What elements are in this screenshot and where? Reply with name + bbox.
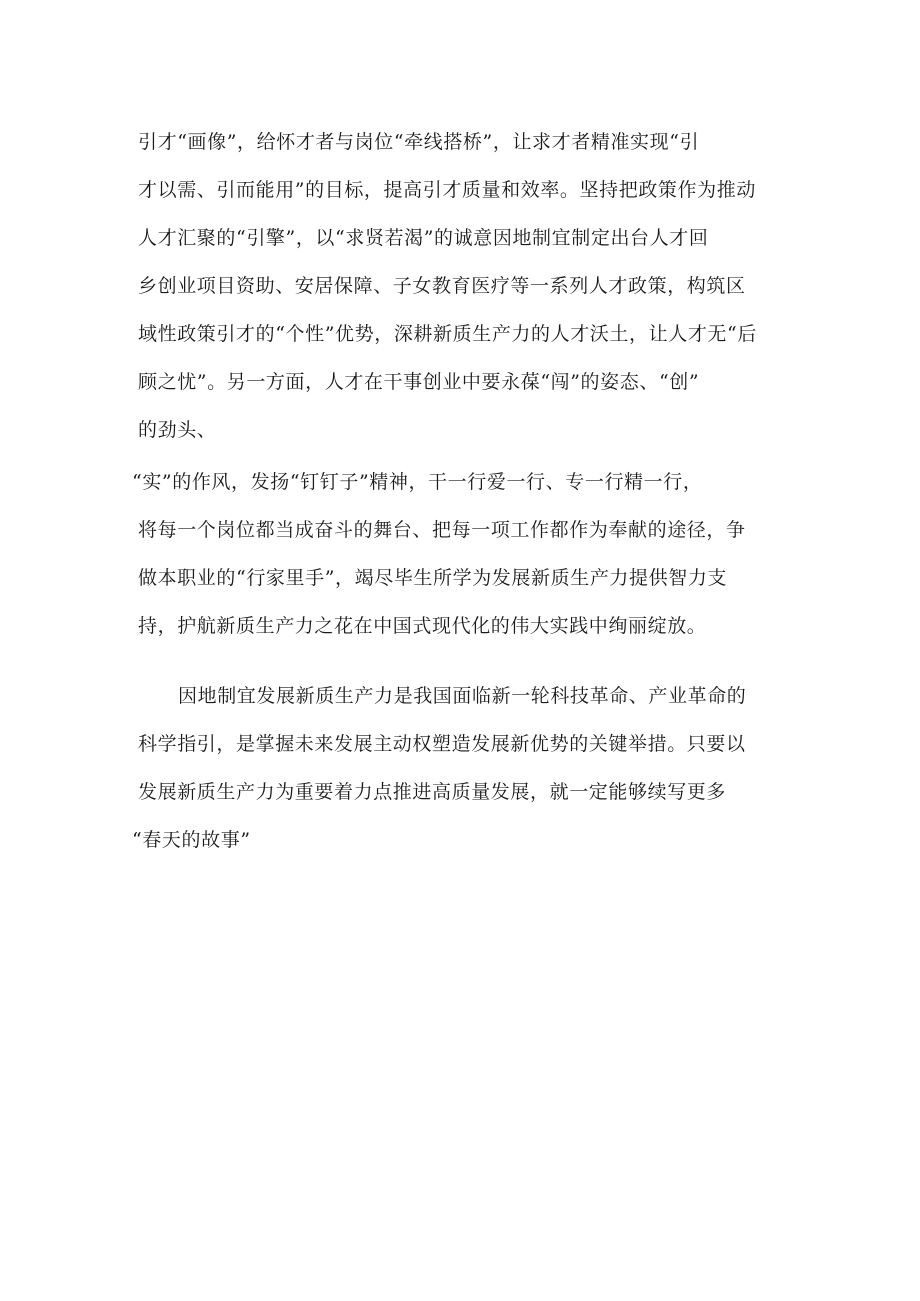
paragraph-1-line-5: 域性政策引才的“个性”优势，深耕新质生产力的人才沃土，让人才无“后 (138, 323, 757, 345)
paragraph-1-line-2: 才以需、引而能用”的目标，提高引才质量和效率。坚持把政策作为推动 (138, 179, 756, 201)
paragraph-2-line-4: “春天的故事” (132, 829, 251, 851)
paragraph-1-line-11: 持，护航新质生产力之花在中国式现代化的伟大实践中绚丽绽放。 (138, 615, 707, 637)
paragraph-1-line-4: 乡创业项目资助、安居保障、子女教育医疗等一系列人才政策，构筑区 (138, 275, 746, 297)
paragraph-2-line-2: 科学指引，是掌握未来发展主动权塑造发展新优势的关键举措。只要以 (138, 733, 746, 755)
paragraph-1-line-10: 做本职业的“行家里手”，竭尽毕生所学为发展新质生产力提供智力支 (138, 567, 728, 589)
paragraph-1-line-1: 引才“画像”，给怀才者与岗位“牵线搭桥”，让求才者精准实现“引 (138, 131, 700, 153)
paragraph-1-line-9: 将每一个岗位都当成奋斗的舞台、把每一项工作都作为奉献的途径，争 (138, 519, 746, 541)
paragraph-1-line-8: “实”的作风，发扬“钉钉子”精神，干一行爱一行、专一行精一行， (132, 471, 703, 493)
paragraph-1-line-3: 人才汇聚的“引擎”，以“求贤若渴”的诚意因地制宜制定出台人才回 (138, 227, 709, 249)
paragraph-1-line-6: 顾之忧”。另一方面，人才在干事创业中要永葆“闯”的姿态、“创” (138, 371, 700, 393)
paragraph-2-line-3: 发展新质生产力为重要着力点推进高质量发展，就一定能够续写更多 (138, 781, 727, 803)
paragraph-1-line-7: 的劲头、 (138, 419, 217, 441)
paragraph-2-line-1: 因地制宜发展新质生产力是我国面临新一轮科技革命、产业革命的 (178, 685, 747, 707)
